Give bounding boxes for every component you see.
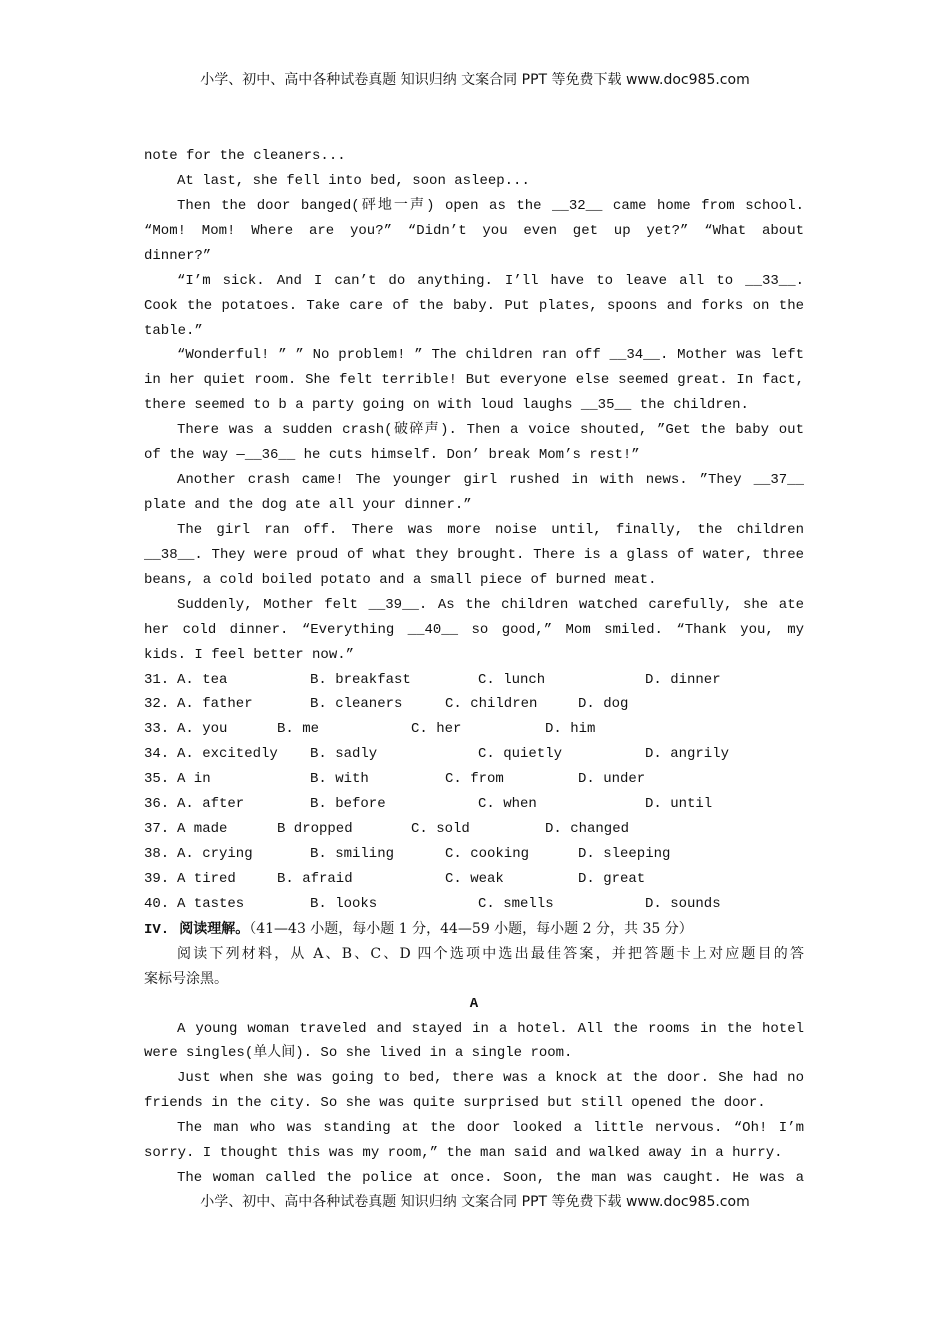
section-number: IV.: [144, 921, 170, 938]
option-a: A. after: [177, 796, 245, 813]
option-b: B. breakfast: [310, 671, 411, 688]
passage-line: __38__. They were proud of what they brought. There is a glass of water, three: [144, 546, 804, 563]
option-c: C. weak: [445, 870, 504, 887]
passage-line: in her quiet room. She felt terrible! But everyone else seemed great. In fact,: [144, 372, 804, 389]
passage-line: dinner?”: [144, 247, 212, 264]
option-a: A tastes: [177, 895, 245, 912]
option-a: A. excitedly: [177, 746, 278, 763]
passage-line: of the way —__36__ he cuts himself. Don’ break Mom’s rest!”: [144, 447, 640, 464]
option-b: B. smiling: [310, 846, 395, 863]
option-c: C. smells: [478, 895, 554, 912]
question-number: 35.: [144, 771, 170, 788]
question-number: 38.: [144, 846, 170, 863]
passage-line: “I’m sick. And I can’t do anything. I’ll have to leave all to __33__.: [177, 272, 804, 289]
passage-line: there seemed to b a party going on with loud laughs __35__ the children.: [144, 397, 749, 414]
passage-line: Then the door banged(砰地一声) open as the __32__ came home from school.: [177, 197, 804, 214]
passage-line: her cold dinner. “Everything __40__ so good,” Mom smiled. “Thank you, my: [144, 621, 804, 638]
option-c: C. when: [478, 796, 537, 813]
option-a: A. tea: [177, 671, 228, 688]
question-number: 34.: [144, 746, 170, 763]
passage-line: note for the cleaners...: [144, 148, 346, 164]
instruction-line: 阅读下列材料，从 A、B、C、D 四个选项中选出最佳答案，并把答题卡上对应题目的答: [177, 945, 804, 962]
option-d: D. dinner: [645, 671, 721, 688]
question-number: 36.: [144, 796, 170, 813]
option-a: A tired: [177, 870, 236, 887]
option-b: B. before: [310, 796, 386, 813]
passage-line: The girl ran off. There was more noise until, finally, the children: [177, 521, 804, 538]
option-d: D. great: [578, 870, 646, 887]
instruction-line: 案标号涂黑。: [144, 970, 228, 987]
passage-a-line: A young woman traveled and stayed in a hotel. All the rooms in the hotel: [177, 1020, 804, 1037]
passage-line: At last, she fell into bed, soon asleep...: [177, 172, 530, 189]
option-a: A made: [177, 821, 228, 838]
option-b: B. me: [277, 721, 320, 738]
option-a: A. father: [177, 696, 253, 713]
question-number: 39.: [144, 870, 170, 887]
option-d: D. dog: [578, 696, 629, 713]
option-c: C. her: [411, 721, 462, 738]
passage-a-line: Just when she was going to bed, there was a knock at the door. She had no: [177, 1070, 804, 1087]
passage-line: plate and the dog ate all your dinner.”: [144, 497, 472, 514]
option-d: D. until: [645, 796, 713, 813]
option-c: C. lunch: [478, 671, 546, 688]
option-c: C. cooking: [445, 846, 530, 863]
page-footer: 小学、初中、高中各种试卷真题 知识归纳 文案合同 PPT 等免费下载 www.doc985.com: [200, 1194, 750, 1210]
passage-line: beans, a cold boiled potato and a small piece of burned meat.: [144, 571, 657, 588]
question-number: 31.: [144, 671, 170, 688]
passage-line: Cook the potatoes. Take care of the baby. Put plates, spoons and forks on the: [144, 297, 804, 314]
question-number: 37.: [144, 821, 170, 838]
option-c: C. from: [445, 771, 504, 788]
option-c: C. children: [445, 696, 538, 713]
passage-a-line: friends in the city. So she was quite surprised but still opened the door.: [144, 1095, 766, 1112]
passage-line: table.”: [144, 322, 203, 339]
question-number: 33.: [144, 721, 170, 738]
option-a: A. you: [177, 721, 228, 738]
option-b: B. cleaners: [310, 696, 403, 713]
passage-line: Suddenly, Mother felt __39__. As the children watched carefully, she ate: [177, 596, 804, 613]
option-d: D. sounds: [645, 895, 721, 912]
option-d: D. him: [545, 721, 596, 738]
option-d: D. sleeping: [578, 846, 671, 863]
passage-title: A: [469, 995, 479, 1012]
question-number: 40.: [144, 895, 170, 912]
passage-line: Another crash came! The younger girl rushed in with news. ”They __37__: [177, 472, 804, 489]
option-b: B. with: [310, 771, 369, 788]
option-b: B dropped: [277, 821, 353, 838]
passage-line: “Wonderful! ” ” No problem! ” The children ran off __34__. Mother was left: [177, 347, 804, 364]
passage-a-line: were singles(单人间). So she lived in a single room.: [144, 1045, 573, 1062]
section-scoring: （41—43 小题，每小题 1 分，44—59 小题，每小题 2 分，共 35 分）: [249, 920, 693, 937]
passage-a-line: The man who was standing at the door looked a little nervous. “Oh! I’m: [177, 1120, 804, 1137]
option-a: A. crying: [177, 846, 253, 863]
section-title: 阅读理解。: [179, 920, 250, 937]
passage-line: There was a sudden crash(破碎声). Then a voice shouted, ”Get the baby out: [177, 422, 804, 439]
option-d: D. changed: [545, 821, 630, 838]
question-number: 32.: [144, 696, 170, 713]
option-b: B. looks: [310, 895, 378, 912]
passage-a-line: sorry. I thought this was my room,” the man said and walked away in a hurry.: [144, 1145, 783, 1162]
passage-a-line: The woman called the police at once. Soon, the man was caught. He was a: [177, 1170, 804, 1187]
option-b: B. sadly: [310, 746, 378, 763]
option-b: B. afraid: [277, 870, 353, 887]
section-heading: [144, 919, 804, 939]
option-d: D. angrily: [645, 746, 730, 763]
option-d: D. under: [578, 771, 646, 788]
option-c: C. quietly: [478, 746, 563, 763]
option-c: C. sold: [411, 821, 470, 838]
page-header: 小学、初中、高中各种试卷真题 知识归纳 文案合同 PPT 等免费下载 www.doc985.com: [200, 72, 750, 88]
option-a: A in: [177, 771, 211, 788]
passage-line: “Mom! Mom! Where are you?” “Didn’t you even get up yet?” “What about: [144, 222, 804, 239]
passage-line: kids. I feel better now.”: [144, 646, 355, 663]
